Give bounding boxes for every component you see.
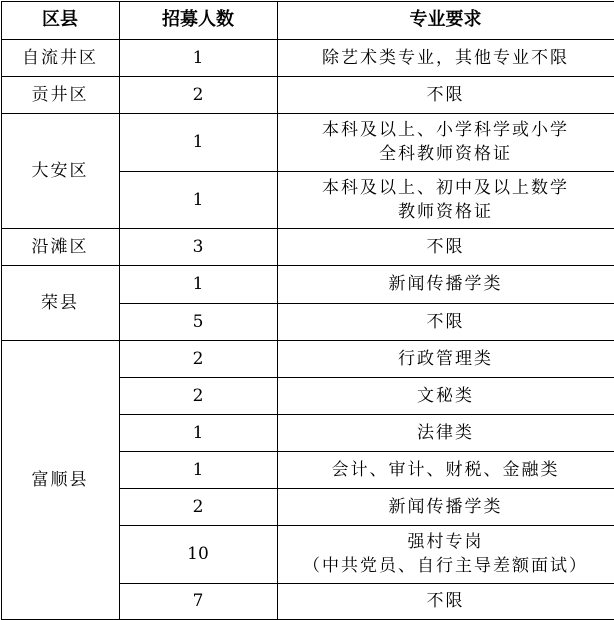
requirement-cell: 除艺术类专业，其他专业不限 [277,39,614,76]
header-district: 区县 [1,1,119,39]
requirement-line: （中共党员、自行主导差额面试） [284,554,608,578]
count-cell: 1 [119,171,277,228]
table-row [1,39,614,76]
recruitment-table [1,1,614,620]
requirement-cell: 不限 [277,303,614,340]
requirement-cell [277,171,614,228]
requirement-cell: 法律类 [277,414,614,451]
header-row [1,1,614,39]
count-cell: 2 [119,377,277,414]
table-row [1,265,614,303]
table-row [1,76,614,113]
requirement-line: 教师资格证 [284,200,608,224]
requirement-cell [277,113,614,171]
requirement-cell: 文秘类 [277,377,614,414]
district-cell: 荣县 [1,265,119,340]
table-row [1,113,614,171]
count-cell: 2 [119,76,277,113]
table-row [1,340,614,377]
requirement-cell: 行政管理类 [277,340,614,377]
district-cell: 大安区 [1,113,119,228]
header-requirement: 专业要求 [277,1,614,39]
requirement-cell: 不限 [277,228,614,265]
requirement-cell: 新闻传播学类 [277,265,614,303]
count-cell: 5 [119,303,277,340]
requirement-cell: 新闻传播学类 [277,488,614,525]
district-cell: 沿滩区 [1,228,119,265]
requirement-line: 本科及以上、小学科学或小学 [284,118,608,142]
requirement-cell [277,525,614,583]
requirement-line: 全科教师资格证 [284,142,608,166]
requirement-cell: 会计、审计、财税、金融类 [277,451,614,488]
district-cell: 贡井区 [1,76,119,113]
district-cell: 自流井区 [1,39,119,76]
count-cell: 10 [119,525,277,583]
district-cell: 富顺县 [1,340,119,619]
table-row [1,228,614,265]
requirement-cell: 不限 [277,76,614,113]
count-cell: 1 [119,39,277,76]
requirement-cell: 不限 [277,583,614,619]
count-cell: 3 [119,228,277,265]
requirement-line: 本科及以上、初中及以上数学 [284,176,608,200]
count-cell: 1 [119,451,277,488]
header-count: 招募人数 [119,1,277,39]
count-cell: 1 [119,113,277,171]
count-cell: 2 [119,340,277,377]
count-cell: 7 [119,583,277,619]
count-cell: 2 [119,488,277,525]
count-cell: 1 [119,414,277,451]
requirement-line: 强村专岗 [284,530,608,554]
count-cell: 1 [119,265,277,303]
